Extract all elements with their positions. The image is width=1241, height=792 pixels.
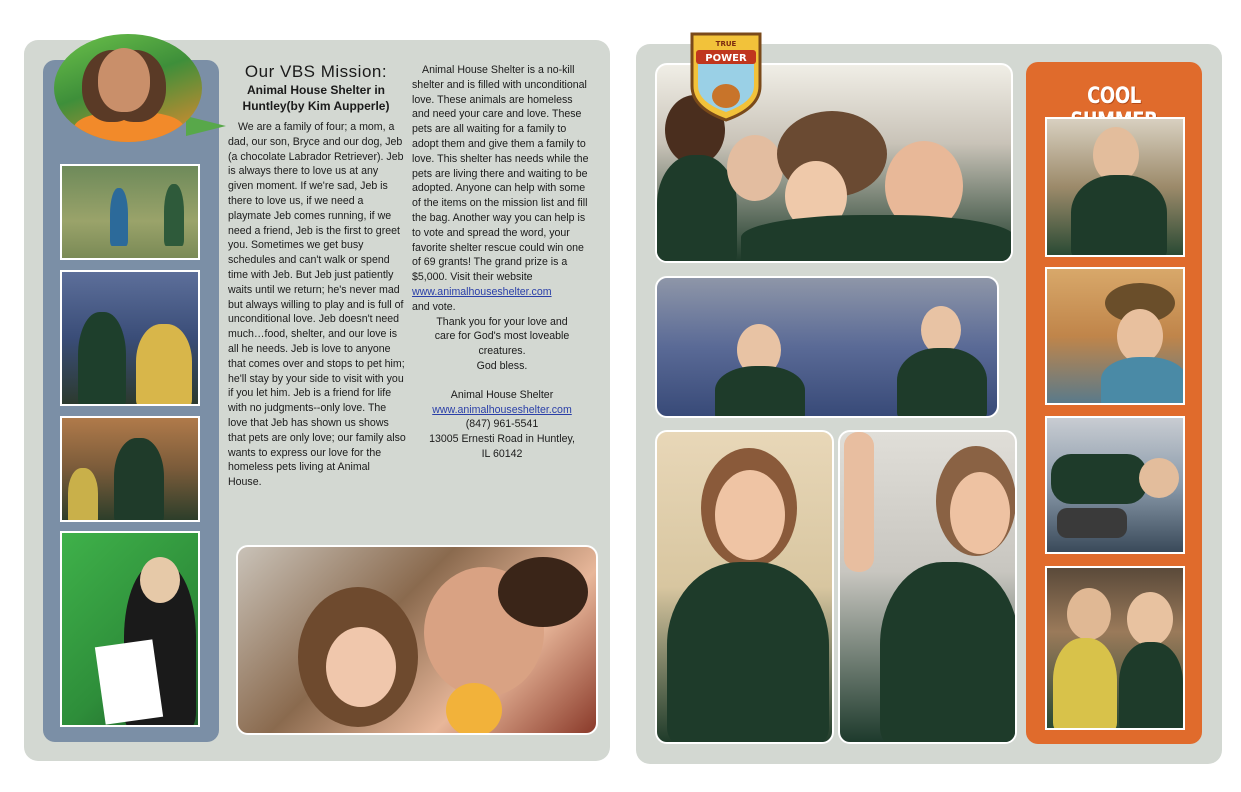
photo-figure: [110, 188, 128, 246]
photo-paper-sign: [95, 639, 163, 724]
photo-kids-running: [60, 164, 200, 260]
photo-figure: [136, 324, 192, 406]
photo-head: [140, 557, 180, 603]
photo-head: [1139, 458, 1179, 498]
and-vote-text: and vote.: [412, 300, 456, 313]
article-paragraph: We are a family of four; a mom, a dad, our son, Bryce and our dog, Jeb (a chocolate Labrador Retriever). Jeb is always there to love us at any given moment. If we're sad, Jeb is there to love us, if we need a playmate Jeb comes running, if we need a friend, Jeb is the first to greet you. Sometimes we get busy schedules and can't walk or spend time with Jeb. But Jeb just patiently waits until we return; he's never mad but always willing to play and is full of unconditional love. Jeb doesn't need much…food, shelter, and our love is all he needs. Jeb is love to anyone that comes over and stops to pet him; he'll stay by your side to visit with you if you let him. Jeb is a friend for life with no judgments--only love. The love that Jeb has shown us shows that pets are only love; our family also wants to express our love for the homeless pets living at Animal House.: [228, 121, 406, 489]
true-power-badge: [686, 30, 766, 122]
photo-head: [1117, 309, 1163, 363]
photo-kids-face-paint: [1045, 566, 1185, 730]
photo-kids-cheering: [60, 270, 200, 406]
contact-address: IL 60142: [481, 447, 523, 460]
photo-figure: [897, 348, 987, 418]
photo-figure: [667, 562, 829, 744]
photo-head: [715, 470, 785, 560]
photo-toddlers-hugging: [236, 545, 598, 735]
photo-boy-sitting: [1045, 117, 1185, 257]
page-title: Our VBS Mission:: [244, 62, 388, 81]
photo-figure: [78, 312, 126, 406]
photo-head: [1067, 588, 1111, 640]
photo-figure: [715, 366, 805, 418]
thanks-line: Thank you for your love and: [436, 315, 568, 328]
shelter-website-link[interactable]: www.animalhouseshelter.com: [412, 285, 552, 298]
badge-top-text: TRUE: [715, 40, 737, 48]
contact-phone: (847) 961-5541: [465, 418, 539, 431]
photo-head: [727, 135, 783, 201]
photo-boy-flexing: [60, 416, 200, 522]
contact-website-link[interactable]: www.animalhouseshelter.com: [432, 403, 572, 416]
photo-boy-lying-down: [1045, 416, 1185, 554]
photo-figure: [1051, 454, 1147, 504]
photo-cup: [446, 683, 502, 735]
photo-figure: [164, 184, 184, 246]
leader-portrait-bubble: [54, 34, 202, 142]
photo-cat-costume-leader: [60, 531, 200, 727]
photo-head: [1127, 592, 1173, 646]
photo-figure: [68, 468, 98, 522]
photo-figure: [1119, 642, 1183, 730]
photo-girl-cheering: [838, 430, 1017, 744]
photo-shoes: [1057, 508, 1127, 538]
article-column-1: [228, 120, 406, 490]
photo-head: [950, 472, 1010, 554]
photo-figure: [1071, 175, 1167, 257]
photo-arm: [844, 432, 874, 572]
article-column-2: [412, 63, 592, 462]
blessing-text: God bless.: [476, 359, 528, 372]
photo-figure: [741, 215, 1013, 263]
badge-main-text: POWER: [705, 53, 747, 64]
cool-summer-title: COOL: [1087, 84, 1141, 109]
photo-figure: [114, 438, 164, 522]
photo-figure: [657, 155, 737, 263]
contact-name: Animal House Shelter: [450, 388, 554, 401]
squirrel-icon: [712, 84, 740, 108]
photo-head: [921, 306, 961, 354]
article-subtitle: Animal House Shelter in Huntley(by Kim Aupperle): [242, 83, 390, 113]
photo-figure: [1101, 357, 1185, 405]
photo-figure: [1053, 638, 1117, 730]
photo-girl-excited: [655, 430, 834, 744]
portrait-face: [98, 48, 150, 112]
photo-leader-hat: [1045, 267, 1185, 405]
photo-head: [498, 557, 588, 627]
thanks-line: creatures.: [478, 345, 526, 358]
speech-bubble-tail: [186, 116, 226, 136]
mission-heading: [228, 62, 404, 114]
photo-figure: [880, 562, 1017, 744]
portrait-shirt: [74, 112, 184, 142]
thanks-line: care for God's most loveable: [434, 330, 570, 343]
photo-kids-arms-raised: [655, 276, 999, 418]
contact-address: 13005 Ernesti Road in Huntley,: [429, 433, 575, 446]
photo-head: [326, 627, 396, 707]
article-paragraph: Animal House Shelter is a no-kill shelter and is filled with unconditional love. These animals are homeless and need your care and love. These pets are all waiting for a family to adopt them and give them a family to love. This shelter has needs while the pets are living there and waiting to be adopted. Anyone can help with some of the items on the mission list and fill the bag. Another way you can help is to vote and spread the word, your favorite shelter rescue could win one of 69 grants! The grand prize is a $5,000. Visit their website: [412, 64, 589, 284]
